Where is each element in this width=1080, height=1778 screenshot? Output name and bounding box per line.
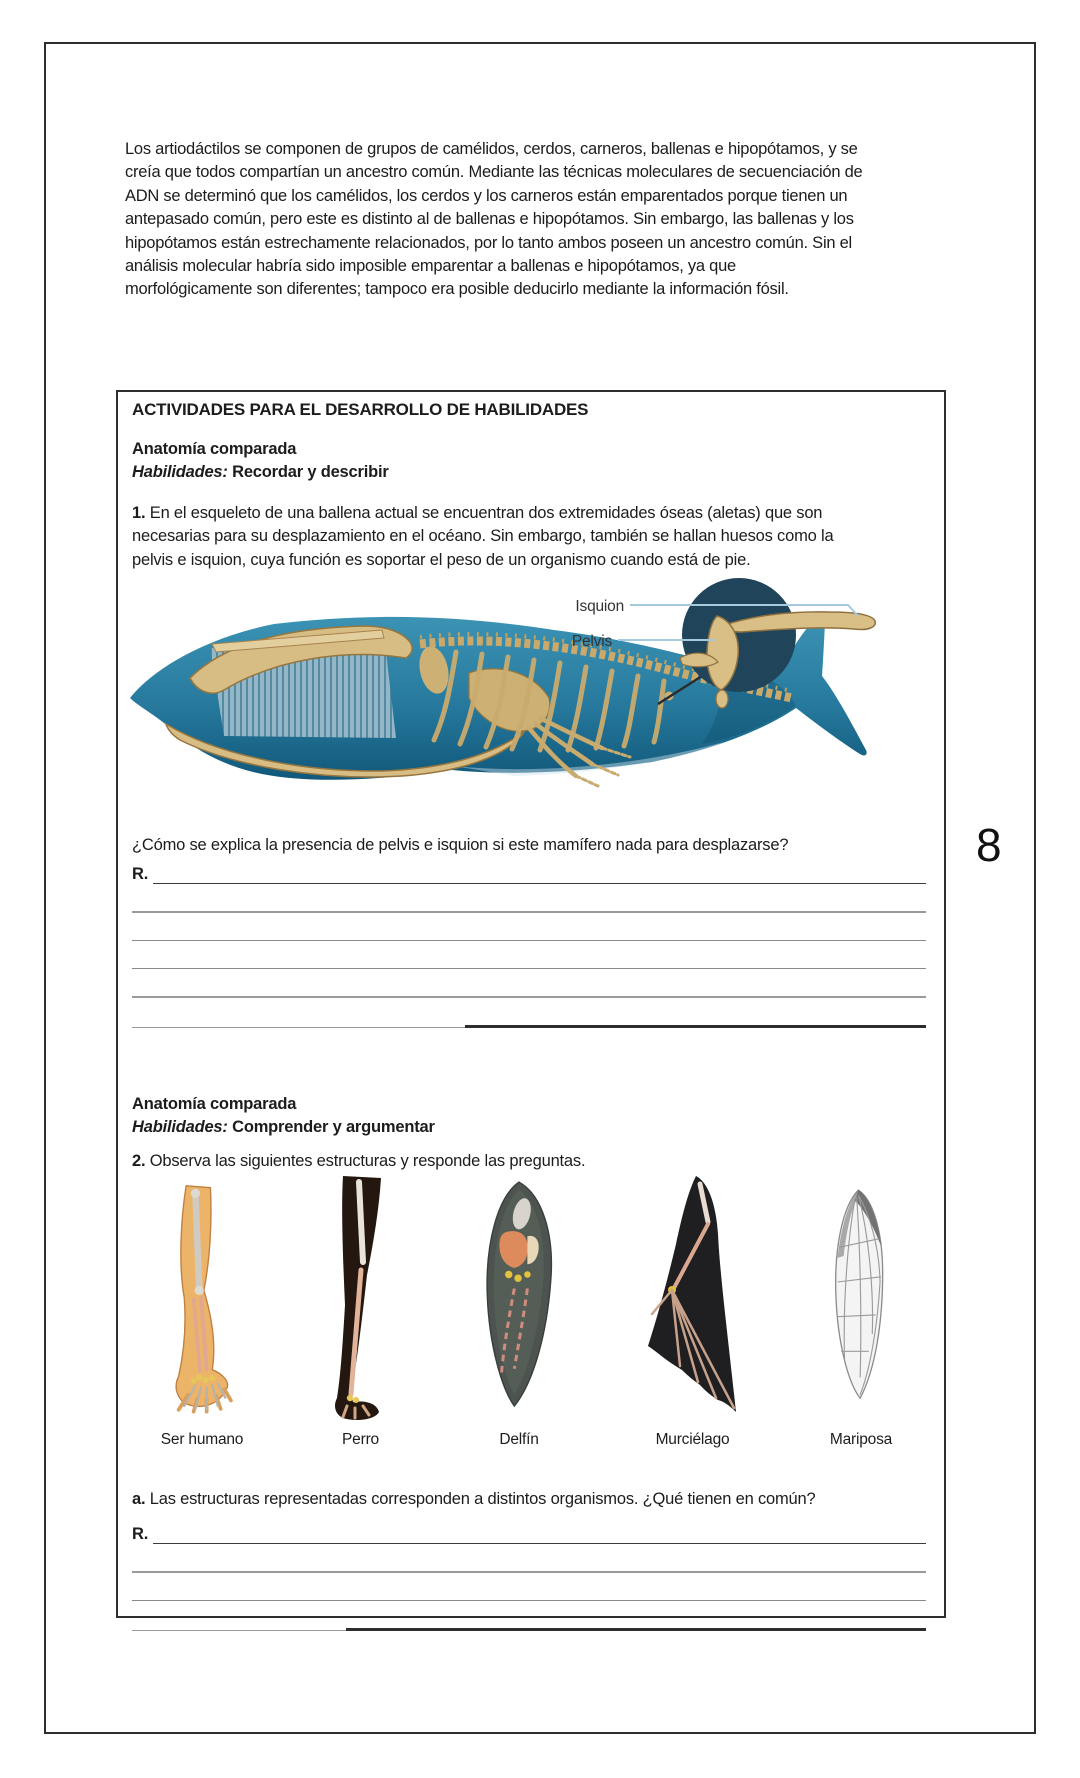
skills-label: Habilidades: (132, 1118, 228, 1136)
answer-area-2 (132, 1518, 926, 1631)
isquion-label: Isquion (575, 598, 624, 615)
limb-human (132, 1170, 272, 1449)
intro-line: hipopótamos están estrechamente relacionados, por lo tanto ambos poseen un ancestro común. Sin el (125, 233, 852, 252)
section2-heading: Anatomía comparada (132, 1095, 297, 1113)
answer-line (132, 969, 926, 998)
butterfly-wing-illustration (796, 1170, 926, 1420)
question-1-line: necesarias para su desplazamiento en el océano. Sin embargo, también se hallan huesos como la (132, 527, 834, 546)
intro-line: morfológicamente son diferentes; tampoco era posible deducirlo mediante la información fósil. (125, 280, 789, 299)
dog-leg-illustration (301, 1170, 421, 1420)
answer-line (132, 998, 926, 1028)
question-a-letter: a. (132, 1490, 146, 1508)
whale-skeleton-illustration (124, 578, 884, 838)
section2-skills (132, 1118, 930, 1137)
limb-bat (618, 1170, 768, 1449)
inset-circle (682, 578, 796, 692)
question-2-text: Observa las siguientes estructuras y responde las preguntas. (149, 1152, 586, 1170)
limb-label: Murciélago (655, 1431, 730, 1448)
answer-line (132, 1573, 926, 1601)
question-a (132, 1490, 930, 1509)
section1-heading: Anatomía comparada (132, 440, 297, 458)
intro-line: análisis molecular habría sido imposible emparentar a ballenas e hipopótamos, ya que (125, 257, 736, 276)
answer-prefix: R. (132, 865, 149, 883)
skills-value: Recordar y describir (232, 463, 389, 481)
pelvis-knob (716, 690, 728, 708)
question-2-number: 2. (132, 1152, 146, 1170)
question-a-text: Las estructuras representadas corresponden a distintos organismos. ¿Qué tienen en común? (149, 1490, 816, 1508)
bat-wing-illustration (618, 1170, 768, 1420)
skills-label: Habilidades: (132, 463, 228, 481)
answer-line (132, 941, 926, 969)
question-1-line: pelvis e isquion, cuya función es soportar el peso de un organismo cuando está de pie. (132, 550, 751, 569)
limb-label: Mariposa (829, 1431, 893, 1448)
answer-line (132, 913, 926, 941)
question-1 (132, 502, 930, 572)
intro-line: antepasado común, pero este es distinto al de ballenas e hipopótamos. Sin embargo, las ballenas y los (125, 210, 854, 229)
limb-butterfly (796, 1170, 926, 1449)
answer-line (153, 1543, 926, 1544)
question-1-line: En el esqueleto de una ballena actual se encuentran dos extremidades óseas (aletas) que son (149, 504, 823, 522)
answer-prefix: R. (132, 1525, 149, 1543)
limb-dolphin (449, 1170, 589, 1449)
activities-box (116, 390, 946, 1618)
answer-line (132, 1544, 926, 1573)
question-1-number: 1. (132, 504, 146, 522)
question-2 (132, 1152, 930, 1171)
answer-area-1 (132, 858, 926, 1028)
limb-label: Perro (342, 1431, 379, 1448)
section1-skills (132, 463, 930, 482)
limb-label: Delfín (499, 1431, 539, 1448)
limb-label: Ser humano (160, 1431, 244, 1448)
intro-line: creía que todos compartían un ancestro común. Mediante las técnicas moleculares de secuenciación de (125, 163, 863, 182)
limb-figures-row (132, 1170, 926, 1449)
human-arm-illustration (132, 1170, 272, 1420)
activities-title: ACTIVIDADES PARA EL DESARROLLO DE HABILIDADES (132, 400, 589, 419)
page-number: 8 (976, 819, 1002, 871)
skills-value: Comprender y argumentar (232, 1118, 435, 1136)
answer-line (132, 1601, 926, 1631)
intro-line: Los artiodáctilos se componen de grupos de camélidos, cerdos, carneros, ballenas e hipopótamos, y se (125, 140, 858, 158)
answer-line (153, 883, 926, 884)
question-1-subquestion: ¿Cómo se explica la presencia de pelvis e isquion si este mamífero nada para desplazarse? (132, 836, 789, 854)
limb-dog (301, 1170, 421, 1449)
whale-skeleton-figure (124, 578, 884, 838)
intro-paragraph (125, 138, 862, 302)
pelvis-label: Pelvis (571, 633, 612, 650)
dolphin-flipper-illustration (449, 1170, 589, 1420)
intro-line: ADN se determinó que los camélidos, los cerdos y los carneros están emparentados porque tienen un (125, 186, 848, 205)
answer-line (132, 884, 926, 913)
